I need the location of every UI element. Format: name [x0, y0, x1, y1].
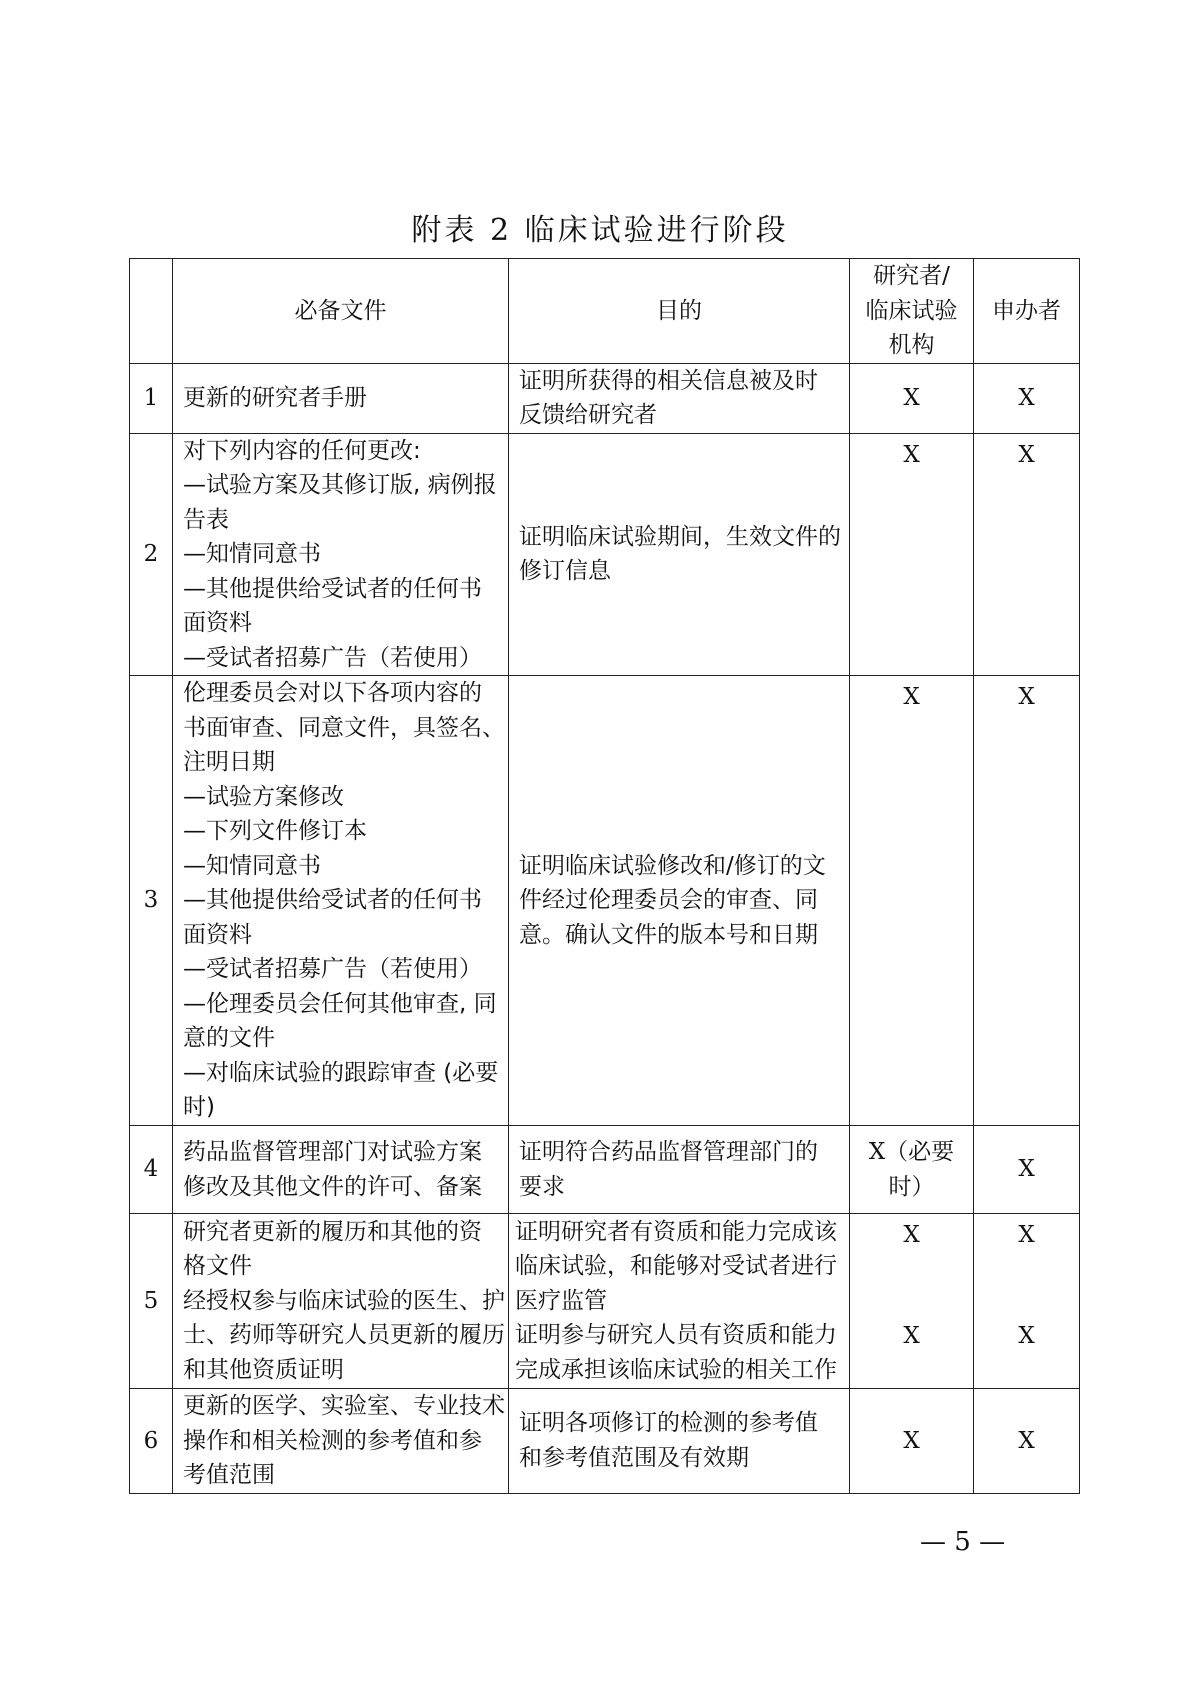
row-investigator-mark	[850, 1214, 974, 1389]
row-doc: 更新的研究者手册	[173, 363, 509, 433]
row-purpose: 证明研究者有资质和能力完成该 临床试验，和能够对受试者进行 医疗监管 证明参与研究人员有资质和能力 完成承担该临床试验的相关工作	[509, 1214, 850, 1389]
row-doc: 研究者更新的履历和其他的资 格文件 经授权参与临床试验的医生、护 士、药师等研究人员更新的履历 和其他资质证明	[173, 1214, 509, 1389]
table-row	[130, 1389, 1080, 1494]
row-number: 5	[130, 1214, 173, 1389]
row-number: 4	[130, 1126, 173, 1214]
row-investigator-mark: X	[850, 363, 974, 433]
row-number: 2	[130, 433, 173, 676]
row-sponsor-mark: X	[974, 676, 1080, 1126]
documents-table	[129, 258, 1080, 1494]
row-doc: 伦理委员会对以下各项内容的 书面审查、同意文件，具签名、 注明日期 —试验方案修改 —下列文件修订本 —知情同意书 —其他提供给受试者的任何书 面资料 —受试者招募广告（若使用） —伦理委员会任何其他审查, 同 意的文件 —对临床试验的跟踪审查 (必要 时)	[173, 676, 509, 1126]
row-number: 6	[130, 1389, 173, 1494]
header-investigator: 研究者/ 临床试验 机构	[850, 259, 974, 364]
table-row	[130, 1214, 1080, 1389]
row-investigator-mark: X	[850, 1389, 974, 1494]
row-sponsor-mark	[974, 1214, 1080, 1389]
row-sponsor-mark: X	[974, 433, 1080, 676]
row-doc: 对下列内容的任何更改: —试验方案及其修订版, 病例报 告表 —知情同意书 —其他提供给受试者的任何书 面资料 —受试者招募广告（若使用）	[173, 433, 509, 676]
row-number: 3	[130, 676, 173, 1126]
row-number: 1	[130, 363, 173, 433]
row-investigator-mark: X	[850, 676, 974, 1126]
table-row	[130, 1126, 1080, 1214]
header-sponsor: 申办者	[974, 259, 1080, 364]
table-header-row	[130, 259, 1080, 364]
row-investigator-mark: X	[850, 433, 974, 676]
row-doc: 药品监督管理部门对试验方案 修改及其他文件的许可、备案	[173, 1126, 509, 1214]
row-investigator-mark: X（必要 时）	[850, 1126, 974, 1214]
page-number: — 5 —	[920, 1527, 1006, 1557]
sponsor-mark-a: X	[1018, 1222, 1035, 1248]
header-num	[130, 259, 173, 364]
row-purpose: 证明所获得的相关信息被及时 反馈给研究者	[509, 363, 850, 433]
investigator-mark-a: X	[903, 1222, 920, 1248]
table-row	[130, 363, 1080, 433]
row-doc: 更新的医学、实验室、专业技术 操作和相关检测的参考值和参 考值范围	[173, 1389, 509, 1494]
row-sponsor-mark: X	[974, 1126, 1080, 1214]
page-title: 附表 2 临床试验进行阶段	[411, 213, 789, 248]
table-row	[130, 676, 1080, 1126]
row-purpose: 证明各项修订的检测的参考值 和参考值范围及有效期	[509, 1389, 850, 1494]
row-purpose: 证明临床试验修改和/修订的文 件经过伦理委员会的审查、同 意。确认文件的版本号和日期	[509, 676, 850, 1126]
table-row	[130, 433, 1080, 676]
sponsor-mark-b: X	[1018, 1322, 1035, 1349]
header-purpose: 目的	[509, 259, 850, 364]
header-doc: 必备文件	[173, 259, 509, 364]
investigator-mark-b: X	[903, 1322, 920, 1349]
row-purpose: 证明符合药品监督管理部门的 要求	[509, 1126, 850, 1214]
row-sponsor-mark: X	[974, 363, 1080, 433]
row-sponsor-mark: X	[974, 1389, 1080, 1494]
row-purpose: 证明临床试验期间，生效文件的 修订信息	[509, 433, 850, 676]
